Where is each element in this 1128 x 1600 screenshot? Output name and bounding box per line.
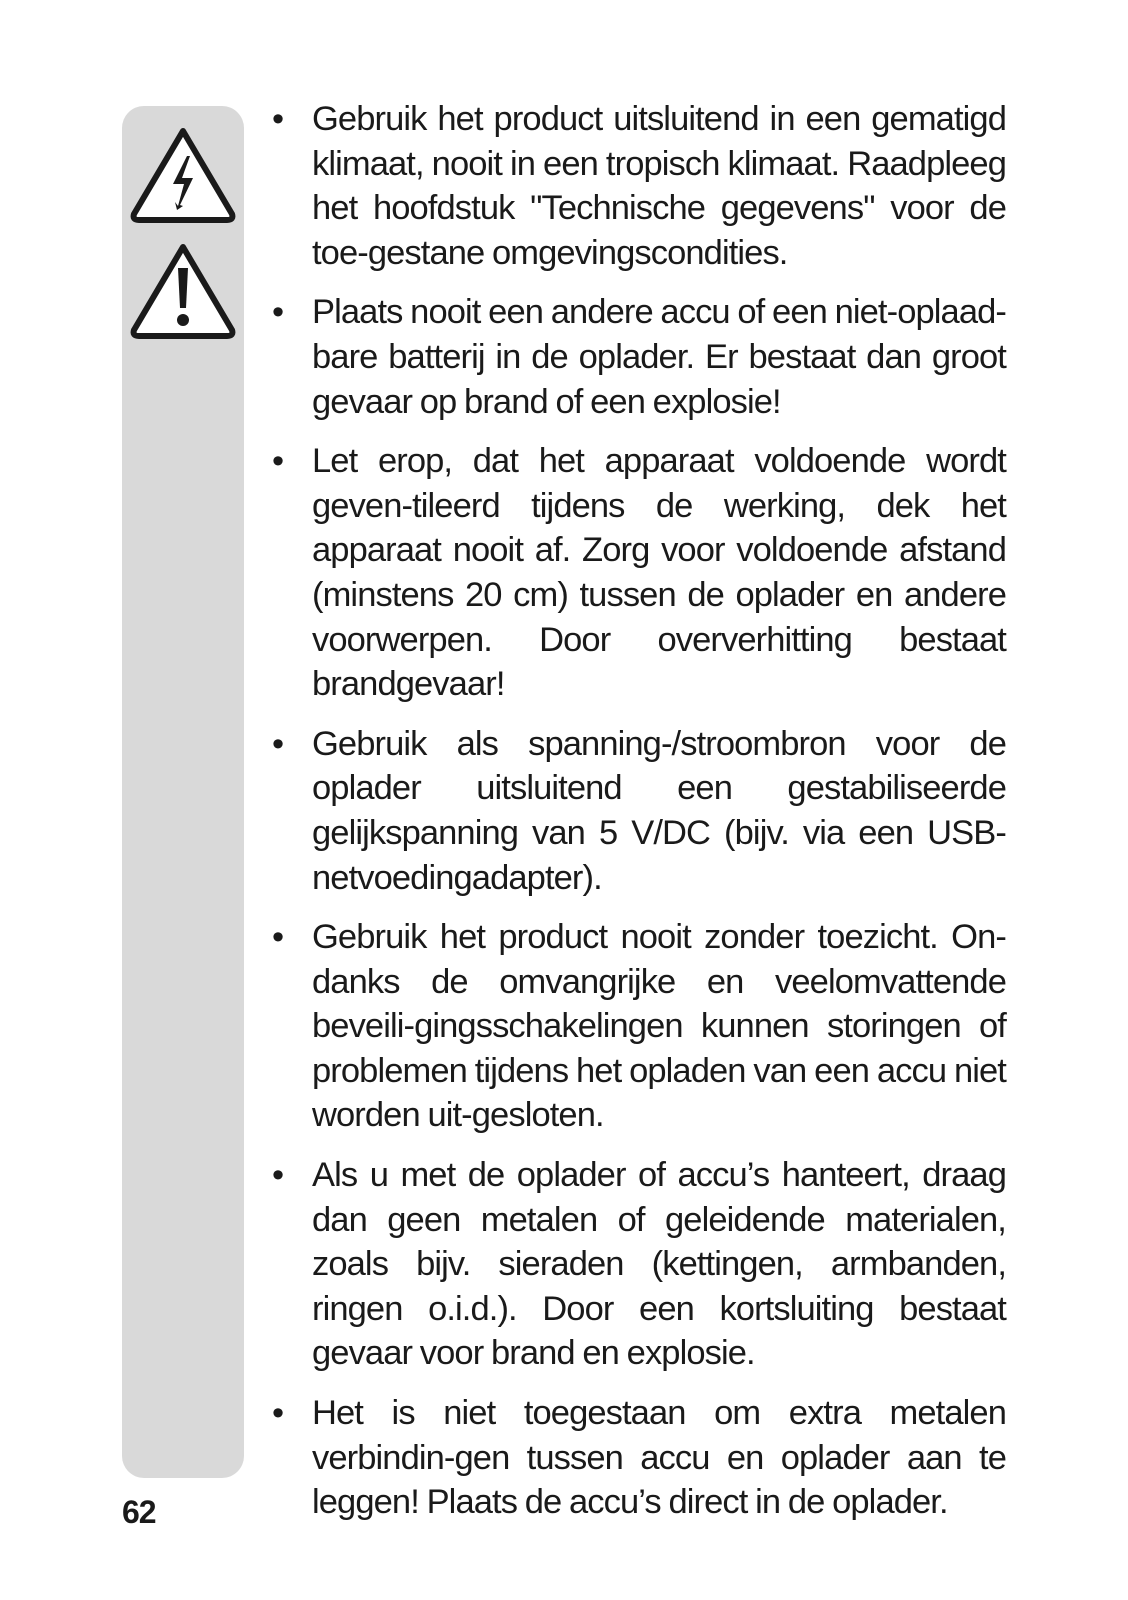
list-item: • Het is niet toegestaan om extra metalen verbindin-gen tussen accu en oplader aan te leggen! Plaats de accu’s direct in de oplader. (272, 1391, 1006, 1525)
list-item: • Let erop, dat het apparaat voldoende wordt geven-tileerd tijdens de werking, dek het apparaat nooit af. Zorg voor voldoende afstand (minstens 20 cm) tussen de oplader en andere voorwerpen. Door oververhitting bestaat brandgevaar! (272, 439, 1006, 707)
list-item: • Als u met de oplader of accu’s hanteert, draag dan geen metalen of geleidende materialen, zoals bijv. sieraden (kettingen, armbanden, ringen o.i.d.). Door een kortsluiting bestaat gevaar voor brand en explosie. (272, 1153, 1006, 1376)
list-item: • Gebruik het product nooit zonder toezicht. On-danks de omvangrijke en veelomvattende beveili-gingsschakelingen kunnen storingen of problemen tijdens het opladen van een accu niet worden uit-gesloten. (272, 915, 1006, 1138)
list-item: • Gebruik als spanning-/stroombron voor de oplader uitsluitend een gestabiliseerde gelijkspanning van 5 V/DC (bijv. via een USB-netvoedingadapter). (272, 722, 1006, 900)
page-number: 62 (122, 1494, 156, 1530)
safety-instructions-list (272, 97, 1006, 1540)
list-item: • Gebruik het product uitsluitend in een gematigd klimaat, nooit in een tropisch klimaat. Raadpleeg het hoofdstuk "Technische gegevens" voor de toe-gestane omgevingscondities. (272, 97, 1006, 275)
list-item: • Plaats nooit een andere accu of een niet-oplaad-bare batterij in de oplader. Er bestaat dan groot gevaar op brand of een explosie! (272, 290, 1006, 424)
general-warning-icon (129, 242, 237, 342)
electrical-hazard-icon (129, 126, 237, 226)
